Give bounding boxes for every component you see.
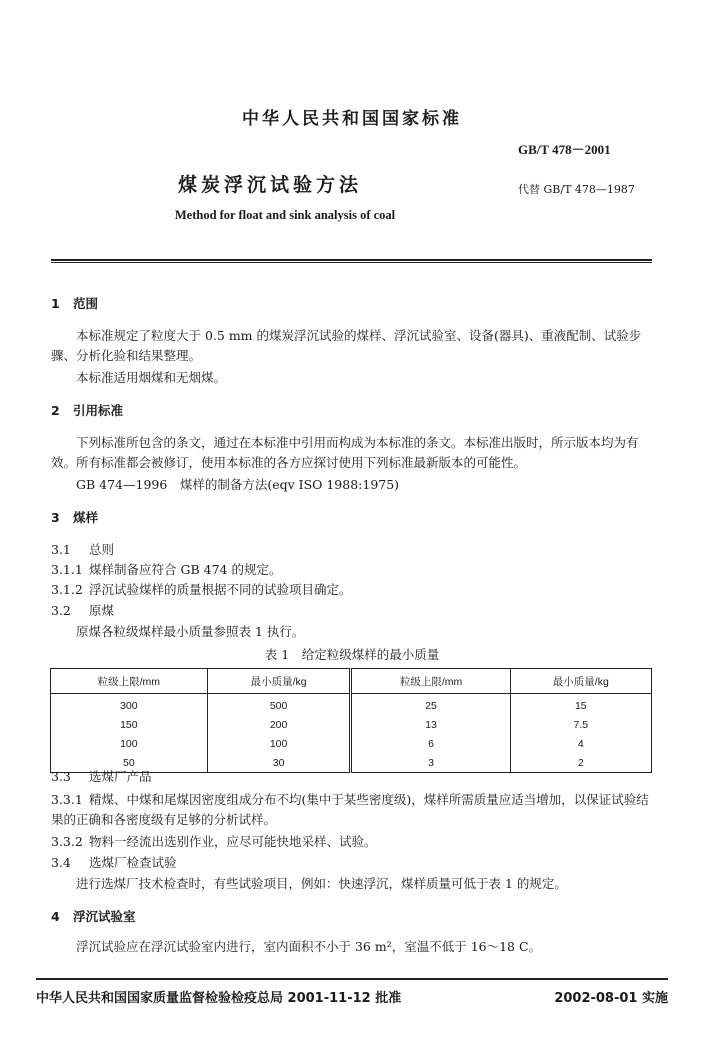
table-cell: 3 <box>351 753 510 773</box>
clause-number: 3.3.2 <box>51 834 83 849</box>
table-cell: 100 <box>207 734 351 753</box>
section-title: 引用标准 <box>73 403 124 418</box>
footer-divider <box>36 978 668 980</box>
section-number: 4 <box>51 909 60 924</box>
clause-3-4-text: 进行选煤厂技术检查时，有些试验项目，例如：快速浮沉，煤样质量可低于表 1 的规定。 <box>76 876 567 891</box>
header-divider-thin <box>51 262 652 263</box>
table-cell: 15 <box>510 694 651 716</box>
table-header-cell: 粒级上限/mm <box>51 669 208 694</box>
clause-3-1 <box>51 540 657 560</box>
clause-3-1-2 <box>51 580 657 600</box>
document-title: 煤炭浮沉试验方法 <box>177 174 362 196</box>
table-cell: 7.5 <box>510 715 651 734</box>
table-row <box>51 734 652 753</box>
table-header-row <box>51 669 652 694</box>
clause-number: 3.3.1 <box>51 792 83 807</box>
table-cell: 30 <box>207 753 351 773</box>
table-cell: 13 <box>351 715 510 734</box>
replaces-note: 代替 GB/T 478—1987 <box>518 183 635 196</box>
clause-title: 总则 <box>89 542 115 557</box>
clause-3-3-2 <box>51 832 657 852</box>
section-number: 1 <box>51 296 60 311</box>
section-1-heading <box>51 294 657 314</box>
table-row <box>51 715 652 734</box>
english-title: Method for float and sink analysis of coal <box>174 208 396 222</box>
section-number: 2 <box>51 403 60 418</box>
table-cell: 500 <box>207 694 351 716</box>
table-cell: 2 <box>510 753 651 773</box>
min-mass-table <box>50 668 652 773</box>
table-cell: 4 <box>510 734 651 753</box>
clause-number: 3.1.1 <box>51 562 83 577</box>
clause-title: 选煤厂检查试验 <box>89 855 177 870</box>
table-header-cell: 最小质量/kg <box>207 669 351 694</box>
clause-3-2 <box>51 601 657 621</box>
clause-number: 3.1 <box>51 542 71 557</box>
table-cell: 150 <box>51 715 208 734</box>
clause-text: 浮沉试验煤样的质量根据不同的试验项目确定。 <box>89 582 352 597</box>
standard-number: GB/T 478－2001 <box>518 142 611 157</box>
section-title: 煤样 <box>73 510 99 525</box>
approval-line: 中华人民共和国国家质量监督检验检疫总局 2001-11-12 批准 <box>36 991 402 1006</box>
clause-number: 3.4 <box>51 855 71 870</box>
section-2-heading <box>51 401 657 421</box>
clause-text: 煤样制备应符合 GB 474 的规定。 <box>89 562 282 577</box>
section-title: 浮沉试验室 <box>73 909 136 924</box>
national-standard-title: 中华人民共和国国家标准 <box>242 109 462 129</box>
section-3-heading <box>51 508 657 528</box>
section-number: 3 <box>51 510 60 525</box>
clause-title: 选煤厂产品 <box>89 769 152 784</box>
section-1-paragraph-1: 本标准规定了粒度大于 0.5 mm 的煤炭浮沉试验的煤样、浮沉试验室、设备(器具)、重液配制、试验步骤、分析化验和结果整理。 <box>51 328 642 363</box>
table-cell: 100 <box>51 734 208 753</box>
table-caption: 表 1 给定粒级煤样的最小质量 <box>264 647 440 662</box>
table-header-cell: 粒级上限/mm <box>351 669 510 694</box>
section-1-paragraph-2: 本标准适用烟煤和无烟煤。 <box>76 370 227 385</box>
clause-3-1-1 <box>51 560 657 580</box>
clause-text: 物料一经流出选别作业，应尽可能快地采样、试验。 <box>89 834 377 849</box>
section-2-paragraph-1: 下列标准所包含的条文，通过在本标准中引用而构成为本标准的条文。本标准出版时，所示版本均为有效。所有标准都会被修订，使用本标准的各方应探讨使用下列标准最新版本的可能性。 <box>51 435 639 470</box>
clause-text: 精煤、中煤和尾煤因密度组成分布不均(集中于某些密度级)，煤样所需质量应适当增加，以保证试验结果的正确和各密度级有足够的分析试样。 <box>51 792 649 827</box>
table-cell: 50 <box>51 753 208 773</box>
clause-number: 3.2 <box>51 603 71 618</box>
section-2-reference: GB 474—1996 煤样的制备方法(eqv ISO 1988:1975) <box>76 477 400 492</box>
section-4-paragraph-1: 浮沉试验应在浮沉试验室内进行，室内面积不小于 36 m²，室温不低于 16～18 C。 <box>76 939 542 954</box>
clause-3-4 <box>51 853 657 873</box>
section-title: 范围 <box>73 296 99 311</box>
table-cell: 6 <box>351 734 510 753</box>
table-row <box>51 694 652 716</box>
clause-3-3 <box>51 767 657 787</box>
clause-number: 3.3 <box>51 769 71 784</box>
effective-date: 2002-08-01 实施 <box>554 991 668 1006</box>
clause-title: 原煤 <box>89 603 115 618</box>
clause-3-2-text: 原煤各粒级煤样最小质量参照表 1 执行。 <box>76 624 305 639</box>
clause-3-3-1 <box>51 790 657 830</box>
table-header-cell: 最小质量/kg <box>510 669 651 694</box>
header-divider <box>51 259 652 261</box>
section-4-heading <box>51 907 657 927</box>
clause-number: 3.1.2 <box>51 582 83 597</box>
table-cell: 25 <box>351 694 510 716</box>
table-cell: 200 <box>207 715 351 734</box>
table-cell: 300 <box>51 694 208 716</box>
